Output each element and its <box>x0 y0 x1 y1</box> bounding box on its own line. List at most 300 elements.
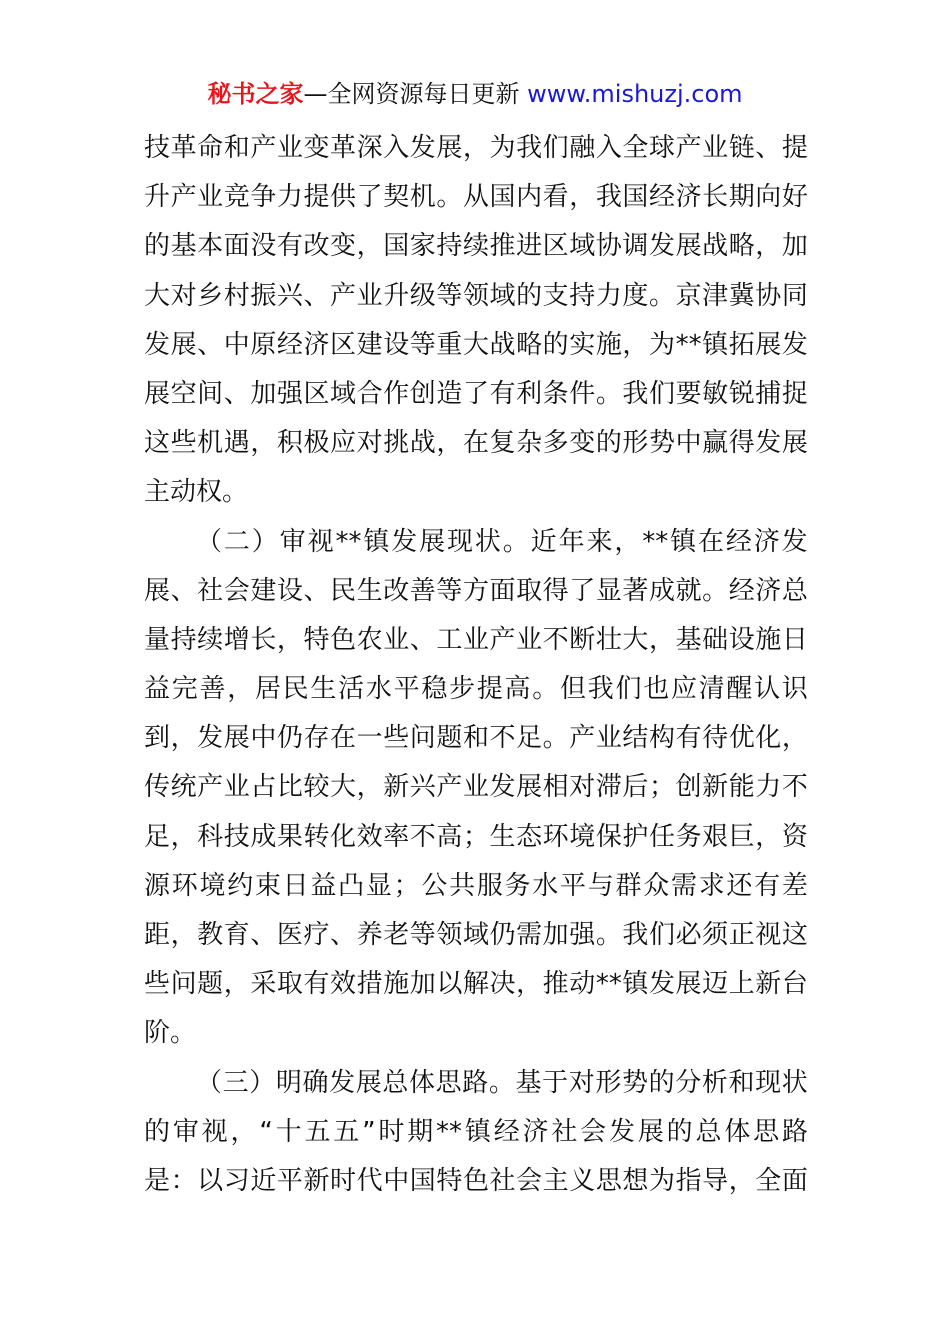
text-glyph: 了 <box>356 182 383 213</box>
text-glyph: 球 <box>648 133 675 163</box>
text-glyph: 变 <box>330 231 357 262</box>
text-glyph: 特 <box>303 624 330 655</box>
text-glyph: 滞 <box>595 772 622 803</box>
text-glyph: 。 <box>502 526 529 557</box>
text-glyph: 成 <box>648 575 675 606</box>
text-glyph: 等 <box>409 920 436 950</box>
text-glyph: 捕 <box>755 378 782 409</box>
text-glyph: 级 <box>409 280 436 311</box>
text-glyph: 还 <box>726 870 753 901</box>
text-glyph: 没 <box>250 231 277 262</box>
text-glyph: 创 <box>675 772 702 803</box>
text-glyph: 效 <box>330 969 357 1000</box>
text-glyph: 续 <box>462 231 489 262</box>
text-glyph: 国 <box>383 231 410 262</box>
text-glyph: 于 <box>542 1067 569 1098</box>
text-glyph: 发 <box>144 329 171 360</box>
text-glyph: 我 <box>516 133 543 163</box>
text-glyph: 仍 <box>276 723 303 754</box>
text-glyph: 。 <box>542 723 569 754</box>
text-glyph: ， <box>614 526 641 557</box>
text-glyph: 产 <box>330 280 357 311</box>
text-glyph: ） <box>251 526 278 557</box>
text-glyph: 不 <box>781 772 808 803</box>
text-line <box>144 714 808 763</box>
text-glyph: ， <box>230 1116 257 1147</box>
text-glyph: 对 <box>356 428 383 459</box>
text-glyph: 些 <box>383 723 410 754</box>
text-glyph: 构 <box>648 723 675 754</box>
text-glyph: 期 <box>407 1116 434 1147</box>
text-glyph: 济 <box>753 526 780 557</box>
text-glyph: 工 <box>436 624 463 655</box>
text-glyph: 改 <box>303 231 330 262</box>
text-glyph: 面 <box>223 231 250 262</box>
text-glyph: 形 <box>595 1067 622 1098</box>
text-glyph: 协 <box>595 231 622 262</box>
text-glyph: 振 <box>250 280 277 311</box>
text-glyph: 新 <box>702 772 729 803</box>
text-glyph: 产 <box>197 772 224 803</box>
text-glyph: 想 <box>622 1165 649 1196</box>
text-glyph: 了 <box>569 575 596 606</box>
text-glyph: 众 <box>643 870 670 901</box>
text-glyph: ， <box>436 428 463 459</box>
text-glyph: 战 <box>702 231 729 262</box>
text-glyph: 条 <box>542 378 569 409</box>
text-glyph: 状 <box>781 1067 808 1098</box>
text-glyph: 展 <box>223 723 250 754</box>
text-glyph: 高 <box>504 674 531 705</box>
text-glyph: 力 <box>276 182 303 213</box>
text-glyph: 等 <box>436 280 463 311</box>
text-glyph: 、 <box>303 280 330 311</box>
text-glyph: 略 <box>728 231 755 262</box>
text-glyph: 和 <box>223 133 250 163</box>
text-glyph: 平 <box>393 674 420 705</box>
text-glyph: 的 <box>648 1067 675 1098</box>
text-glyph: 育 <box>223 920 250 950</box>
text-glyph: 有 <box>489 378 516 409</box>
text-glyph: 我 <box>587 674 614 705</box>
text-glyph: 契 <box>383 182 410 213</box>
text-glyph: 复 <box>489 428 516 459</box>
text-line <box>144 222 808 271</box>
text-glyph: 总 <box>781 575 808 606</box>
text-glyph: 发 <box>755 428 782 459</box>
text-glyph: 区 <box>303 378 330 409</box>
text-glyph: 原 <box>250 329 277 360</box>
text-glyph: 增 <box>223 624 250 655</box>
text-glyph: 现 <box>447 526 474 557</box>
text-glyph: 平 <box>560 870 587 901</box>
text-glyph: 状 <box>474 526 501 557</box>
text-glyph: 加 <box>542 920 569 950</box>
text-glyph: 展 <box>436 133 463 163</box>
text-glyph: 在 <box>462 428 489 459</box>
text-glyph: 大 <box>622 624 649 655</box>
text-glyph: 向 <box>755 182 782 213</box>
text-glyph: 年 <box>558 526 585 557</box>
text-glyph: 冀 <box>728 280 755 311</box>
text-glyph: 就 <box>675 575 702 606</box>
text-glyph: 分 <box>675 1067 702 1098</box>
text-glyph: 兴 <box>276 280 303 311</box>
text-glyph: 须 <box>702 920 729 950</box>
text-glyph: 指 <box>675 1165 702 1196</box>
text-glyph: 遇 <box>223 428 250 459</box>
text-glyph: 化 <box>755 723 782 754</box>
text-glyph: 巨 <box>728 821 755 852</box>
text-glyph: 待 <box>702 723 729 754</box>
text-glyph: 化 <box>330 821 357 852</box>
text-line-content: 阶。 <box>144 1018 197 1049</box>
text-glyph: 显 <box>365 870 392 901</box>
text-glyph: 些 <box>144 969 171 1000</box>
text-glyph: ” <box>362 1116 376 1147</box>
text-glyph: 采 <box>250 969 277 1000</box>
text-glyph: 应 <box>670 674 697 705</box>
text-glyph: 现 <box>755 1067 782 1098</box>
text-glyph: 十 <box>275 1116 302 1147</box>
text-glyph: 大 <box>144 280 171 311</box>
site-url[interactable]: www.mishuzj.com <box>527 80 743 108</box>
text-glyph: 的 <box>144 231 171 262</box>
text-glyph: 约 <box>227 870 254 901</box>
text-glyph: 时 <box>378 1116 405 1147</box>
text-glyph: 战 <box>409 428 436 459</box>
text-glyph: 产 <box>489 624 516 655</box>
text-glyph: 高 <box>436 821 463 852</box>
text-line <box>144 911 808 960</box>
text-glyph: 教 <box>197 920 224 950</box>
text-glyph: 家 <box>409 231 436 262</box>
text-glyph: 措 <box>356 969 383 1000</box>
text-glyph: 镇 <box>622 969 649 1000</box>
text-glyph: 一 <box>356 723 383 754</box>
text-glyph: 视 <box>201 1116 228 1147</box>
text-glyph: 中 <box>383 1165 410 1196</box>
text-line <box>144 1157 808 1206</box>
text-glyph: 建 <box>356 329 383 360</box>
text-glyph: 们 <box>542 133 569 163</box>
text-glyph: 镇 <box>464 1116 491 1147</box>
text-line <box>144 616 808 665</box>
text-glyph: 务 <box>504 870 531 901</box>
text-glyph: 环 <box>171 870 198 901</box>
text-glyph: 著 <box>622 575 649 606</box>
text-glyph: 醒 <box>726 674 753 705</box>
text-glyph: 群 <box>615 870 642 901</box>
text-glyph: 机 <box>197 428 224 459</box>
text-glyph: 思 <box>435 1067 462 1098</box>
text-glyph: 革 <box>330 133 357 163</box>
text-glyph: 业 <box>702 133 729 163</box>
text-glyph: 平 <box>276 1165 303 1196</box>
text-glyph: 率 <box>383 821 410 852</box>
text-glyph: 升 <box>144 182 171 213</box>
text-glyph: 领 <box>462 280 489 311</box>
text-glyph: 业 <box>462 624 489 655</box>
text-glyph: 疗 <box>303 920 330 950</box>
text-glyph: 在 <box>330 723 357 754</box>
text-glyph: 加 <box>409 969 436 1000</box>
text-glyph: 区 <box>542 231 569 262</box>
text-line-content: 主动权。 <box>144 477 249 508</box>
text-glyph: 战 <box>489 329 516 360</box>
text-glyph: 的 <box>542 329 569 360</box>
text-glyph: 、 <box>409 624 436 655</box>
text-glyph: 源 <box>144 870 171 901</box>
text-glyph: 命 <box>197 133 224 163</box>
text-glyph: 施 <box>595 329 622 360</box>
text-glyph: 展 <box>637 1116 664 1147</box>
text-glyph: 析 <box>701 1067 728 1098</box>
text-line <box>144 419 808 468</box>
text-glyph: 优 <box>728 723 755 754</box>
text-glyph: 续 <box>197 624 224 655</box>
text-glyph: ， <box>170 723 197 754</box>
text-glyph: 有 <box>276 231 303 262</box>
text-glyph: 势 <box>648 428 675 459</box>
text-glyph: 任 <box>648 821 675 852</box>
text-glyph: 农 <box>356 624 383 655</box>
text-glyph: ， <box>516 969 543 1000</box>
text-glyph: 。 <box>595 920 622 950</box>
text-glyph: 近 <box>250 1165 277 1196</box>
text-glyph: 路 <box>462 1067 489 1098</box>
text-glyph: 新 <box>303 1165 330 1196</box>
text-glyph: 基 <box>675 624 702 655</box>
text-glyph: 津 <box>702 280 729 311</box>
text-glyph: 展 <box>781 428 808 459</box>
text-glyph: 杂 <box>516 428 543 459</box>
text-glyph: 发 <box>648 231 675 262</box>
text-glyph: 二 <box>223 526 250 557</box>
text-glyph: 经 <box>493 1116 520 1147</box>
text-glyph: 度 <box>622 280 649 311</box>
text-glyph: 三 <box>222 1067 249 1098</box>
text-glyph: 态 <box>516 821 543 852</box>
text-glyph: ； <box>462 821 489 852</box>
text-glyph: 社 <box>551 1116 578 1147</box>
text-glyph: 产 <box>170 182 197 213</box>
text-glyph: 善 <box>199 674 226 705</box>
text-glyph: 务 <box>675 821 702 852</box>
text-glyph: 发 <box>197 723 224 754</box>
text-glyph: 中 <box>250 723 277 754</box>
text-glyph: 发 <box>409 133 436 163</box>
site-tagline: —全网资源每日更新 <box>303 80 528 108</box>
text-glyph: 不 <box>542 624 569 655</box>
text-glyph: 极 <box>303 428 330 459</box>
text-glyph: 建 <box>250 575 277 606</box>
text-glyph: 日 <box>781 624 808 655</box>
text-glyph: 镇 <box>670 526 697 557</box>
text-glyph: 义 <box>569 1165 596 1196</box>
text-glyph: 领 <box>436 920 463 950</box>
text-glyph: 重 <box>436 329 463 360</box>
text-glyph: 村 <box>223 280 250 311</box>
text-glyph: 境 <box>199 870 226 901</box>
text-glyph: 加 <box>250 378 277 409</box>
text-glyph: 强 <box>276 378 303 409</box>
text-glyph: 善 <box>409 575 436 606</box>
text-glyph: 会 <box>223 575 250 606</box>
text-glyph: ； <box>393 870 420 901</box>
text-glyph: 我 <box>595 182 622 213</box>
text-glyph: 导 <box>702 1165 729 1196</box>
text-glyph: 对 <box>569 772 596 803</box>
text-glyph: 机 <box>409 182 436 213</box>
text-glyph: 到 <box>144 723 171 754</box>
text-glyph: 发 <box>781 526 808 557</box>
text-glyph: 乡 <box>197 280 224 311</box>
text-glyph: 成 <box>250 821 277 852</box>
text-glyph: 施 <box>755 624 782 655</box>
text-glyph: ** <box>642 526 669 557</box>
text-glyph: 生 <box>489 821 516 852</box>
text-glyph: 也 <box>643 674 670 705</box>
text-glyph: 生 <box>356 575 383 606</box>
text-glyph: 足 <box>144 821 171 852</box>
text-glyph: ** <box>335 526 362 557</box>
text-glyph: 社 <box>489 1165 516 1196</box>
text-line <box>144 567 808 616</box>
text-glyph: 了 <box>462 378 489 409</box>
text-glyph: 壮 <box>595 624 622 655</box>
text-glyph: 入 <box>383 133 410 163</box>
text-glyph: ， <box>227 674 254 705</box>
text-glyph: 持 <box>436 231 463 262</box>
text-glyph: 资 <box>781 821 808 852</box>
text-glyph: 养 <box>356 920 383 950</box>
text-glyph: 认 <box>754 674 781 705</box>
text-glyph: 较 <box>303 772 330 803</box>
text-line <box>144 173 808 222</box>
text-glyph: 与 <box>587 870 614 901</box>
text-glyph: 转 <box>303 821 330 852</box>
text-glyph: 思 <box>595 1165 622 1196</box>
text-glyph: 融 <box>569 133 596 163</box>
text-glyph: ， <box>648 624 675 655</box>
site-header <box>0 78 950 110</box>
text-glyph: 展 <box>355 1067 382 1098</box>
text-glyph: 看 <box>542 182 569 213</box>
text-glyph: 等 <box>409 329 436 360</box>
text-glyph: 业 <box>276 133 303 163</box>
text-glyph: 老 <box>383 920 410 950</box>
text-glyph: 距 <box>144 920 171 950</box>
text-glyph: 审 <box>279 526 306 557</box>
text-glyph: 确 <box>302 1067 329 1098</box>
text-glyph: ） <box>249 1067 276 1098</box>
text-glyph: 提 <box>303 182 330 213</box>
text-glyph: 域 <box>462 920 489 950</box>
text-glyph: 件 <box>569 378 596 409</box>
text-glyph: 求 <box>698 870 725 901</box>
text-glyph: 清 <box>698 674 725 705</box>
text-line <box>144 321 808 370</box>
text-glyph: 挑 <box>383 428 410 459</box>
text-glyph: 域 <box>330 378 357 409</box>
text-glyph: 仍 <box>489 920 516 950</box>
text-glyph: 区 <box>330 329 357 360</box>
text-glyph: 国 <box>622 182 649 213</box>
text-glyph: 基 <box>515 1067 542 1098</box>
text-glyph: 镇 <box>363 526 390 557</box>
text-glyph: 变 <box>303 133 330 163</box>
text-glyph: 得 <box>728 428 755 459</box>
text-glyph: 域 <box>569 231 596 262</box>
text-glyph: 为 <box>648 329 675 360</box>
text-glyph: 革 <box>170 133 197 163</box>
text-glyph: 动 <box>569 969 596 1000</box>
text-glyph: ， <box>356 772 383 803</box>
text-glyph: 持 <box>569 280 596 311</box>
text-glyph: 活 <box>338 674 365 705</box>
text-glyph: 和 <box>462 723 489 754</box>
text-glyph: 保 <box>595 821 622 852</box>
text-glyph: 业 <box>383 624 410 655</box>
text-glyph: 势 <box>622 1067 649 1098</box>
text-glyph: 产 <box>436 772 463 803</box>
text-glyph: 们 <box>648 920 675 950</box>
text-glyph: 础 <box>702 624 729 655</box>
text-glyph: 新 <box>383 772 410 803</box>
text-glyph: 题 <box>197 969 224 1000</box>
text-glyph: 来 <box>586 526 613 557</box>
text-glyph: ， <box>781 723 808 754</box>
text-glyph: 造 <box>436 378 463 409</box>
text-glyph: 大 <box>462 329 489 360</box>
text-glyph: 经 <box>728 575 755 606</box>
text-glyph: 长 <box>702 182 729 213</box>
text-glyph: 审 <box>172 1116 199 1147</box>
text-glyph: 积 <box>276 428 303 459</box>
text-glyph: 体 <box>409 1067 436 1098</box>
text-line <box>144 272 808 321</box>
text-glyph: 、 <box>303 575 330 606</box>
text-glyph: 经 <box>276 329 303 360</box>
text-glyph: ， <box>170 920 197 950</box>
text-glyph: 济 <box>675 182 702 213</box>
text-glyph: 济 <box>755 575 782 606</box>
text-glyph: ， <box>569 182 596 213</box>
text-glyph: ， <box>276 624 303 655</box>
text-glyph: ； <box>648 772 675 803</box>
text-glyph: 些 <box>170 428 197 459</box>
text-glyph: （ <box>196 1067 223 1098</box>
text-glyph: 效 <box>356 821 383 852</box>
text-glyph: 京 <box>675 280 702 311</box>
text-glyph: 视 <box>307 526 334 557</box>
text-glyph: 近 <box>530 526 557 557</box>
text-glyph: 展 <box>419 526 446 557</box>
text-glyph: 特 <box>436 1165 463 1196</box>
text-glyph: 入 <box>595 133 622 163</box>
text-glyph: 技 <box>223 821 250 852</box>
text-glyph: 益 <box>144 674 171 705</box>
text-glyph: 相 <box>542 772 569 803</box>
text-glyph: 产 <box>569 723 596 754</box>
text-glyph: 推 <box>489 231 516 262</box>
text-glyph: 展 <box>170 329 197 360</box>
text-glyph: 以 <box>436 969 463 1000</box>
text-glyph: 传 <box>144 772 171 803</box>
text-glyph: 解 <box>462 969 489 1000</box>
text-glyph: 提 <box>781 133 808 163</box>
